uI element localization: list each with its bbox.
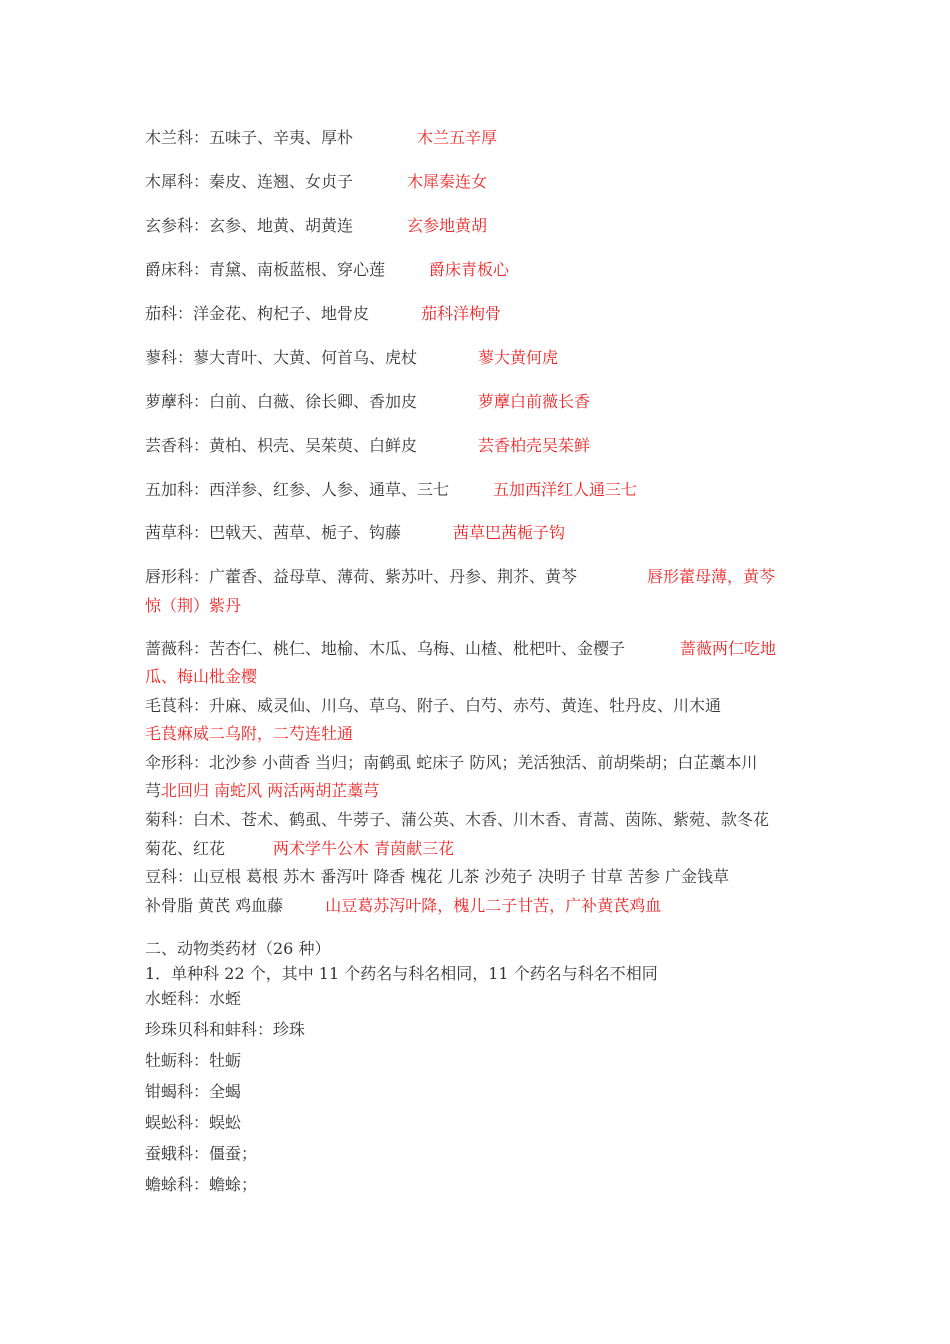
family-line: 菊科：白术、苍术、鹤虱、牛蒡子、蒲公英、木香、川木香、青蒿、茵陈、紫菀、款冬花: [145, 810, 770, 829]
family-line: 豆科：山豆根 葛根 苏木 番泻叶 降香 槐花 儿茶 沙苑子 决明子 甘草 苦参 广金钱草: [145, 867, 729, 886]
mnemonic: 山豆葛苏泻叶降，槐儿二子甘苦，广补黄芪鸡血: [325, 896, 662, 915]
mnemonic: 木犀秦连女: [407, 172, 488, 191]
family-line: 茄科：洋金花、枸杞子、地骨皮 茄科洋枸骨: [145, 304, 502, 323]
family-line: 萝藦科：白前、白薇、徐长卿、香加皮 萝藦白前薇长香: [145, 392, 591, 411]
mnemonic: 毛茛痳威二乌附，二芍连牡通: [145, 724, 354, 743]
mnemonic: 两术学牛公木 青茵献三花: [273, 839, 455, 858]
mnemonic: 玄参地黄胡: [407, 216, 488, 235]
mnemonic: 木兰五辛厚: [417, 128, 498, 147]
mnemonic: 蔷薇两仁吃地: [680, 639, 777, 658]
family-line: 五加科：西洋参、红参、人参、通草、三七 五加西洋红人通三七: [145, 480, 638, 499]
list-item: 蟾蜍科：蟾蜍；: [145, 1175, 258, 1194]
family-line: 玄参科：玄参、地黄、胡黄连 玄参地黄胡: [145, 216, 488, 235]
family-line: 木犀科：秦皮、连翘、女贞子 木犀秦连女: [145, 172, 488, 191]
mnemonic: 唇形藿母薄，黄芩: [647, 567, 776, 586]
family-line-continued: 补骨脂 黄芪 鸡血藤 山豆葛苏泻叶降，槐儿二子甘苦，广补黄芪鸡血: [145, 896, 662, 915]
family-line: 毛茛科：升麻、威灵仙、川乌、草乌、附子、白芍、赤芍、黄连、牡丹皮、川木通: [145, 696, 722, 715]
mnemonic: 茄科洋枸骨: [421, 304, 502, 323]
family-line-continued: 菊花、红花 两术学牛公木 青茵献三花: [145, 839, 455, 858]
list-item: 水蛭科：水蛭: [145, 989, 242, 1008]
section-heading: 二、动物类药材（26 种）: [145, 939, 331, 958]
mnemonic: 芸香柏壳吴茱鲜: [478, 436, 591, 455]
mnemonic-continued: 惊（荆）紫丹: [145, 596, 242, 615]
family-line: 蓼科：蓼大青叶、大黄、何首乌、虎杖 蓼大黄何虎: [145, 348, 559, 367]
mnemonic-continued: 瓜、梅山枇金樱: [145, 667, 258, 686]
list-item: 牡蛎科：牡蛎: [145, 1051, 242, 1070]
family-line: 木兰科：五味子、辛夷、厚朴 木兰五辛厚: [145, 128, 498, 147]
list-item: 钳蝎科：全蝎: [145, 1082, 242, 1101]
family-line: 芸香科：黄柏、枳壳、吴茱萸、白鲜皮 芸香柏壳吴茱鲜: [145, 436, 591, 455]
family-line: 蔷薇科：苦杏仁、桃仁、地榆、木瓜、乌梅、山楂、枇杷叶、金樱子 蔷薇两仁吃地: [145, 639, 777, 658]
list-item: 蜈蚣科：蜈蚣: [145, 1113, 242, 1132]
mnemonic: 爵床青板心: [429, 260, 510, 279]
family-line-continued: 芎北回归 南蛇风 两活两胡芷藁芎: [145, 781, 380, 800]
family-line: 唇形科：广藿香、益母草、薄荷、紫苏叶、丹参、荆芥、黄芩 唇形藿母薄，黄芩: [145, 567, 776, 586]
family-line: 爵床科：青黛、南板蓝根、穿心莲 爵床青板心: [145, 260, 510, 279]
section-subheading: 1．单种科 22 个，其中 11 个药名与科名相同，11 个药名与科名不相同: [145, 964, 658, 983]
mnemonic: 萝藦白前薇长香: [478, 392, 591, 411]
list-item: 蚕蛾科：僵蚕；: [145, 1144, 258, 1163]
family-line: 伞形科：北沙参 小茴香 当归；南鹤虱 蛇床子 防风；羌活独活、前胡柴胡；白芷藁本川: [145, 753, 758, 772]
mnemonic: 蓼大黄何虎: [478, 348, 559, 367]
family-line: 茜草科：巴戟天、茜草、栀子、钩藤 茜草巴茜栀子钩: [145, 523, 566, 542]
mnemonic: 茜草巴茜栀子钩: [453, 523, 566, 542]
list-item: 珍珠贝科和蚌科：珍珠: [145, 1020, 306, 1039]
mnemonic: 北回归 南蛇风 两活两胡芷藁芎: [161, 781, 380, 800]
mnemonic: 五加西洋红人通三七: [493, 480, 638, 499]
